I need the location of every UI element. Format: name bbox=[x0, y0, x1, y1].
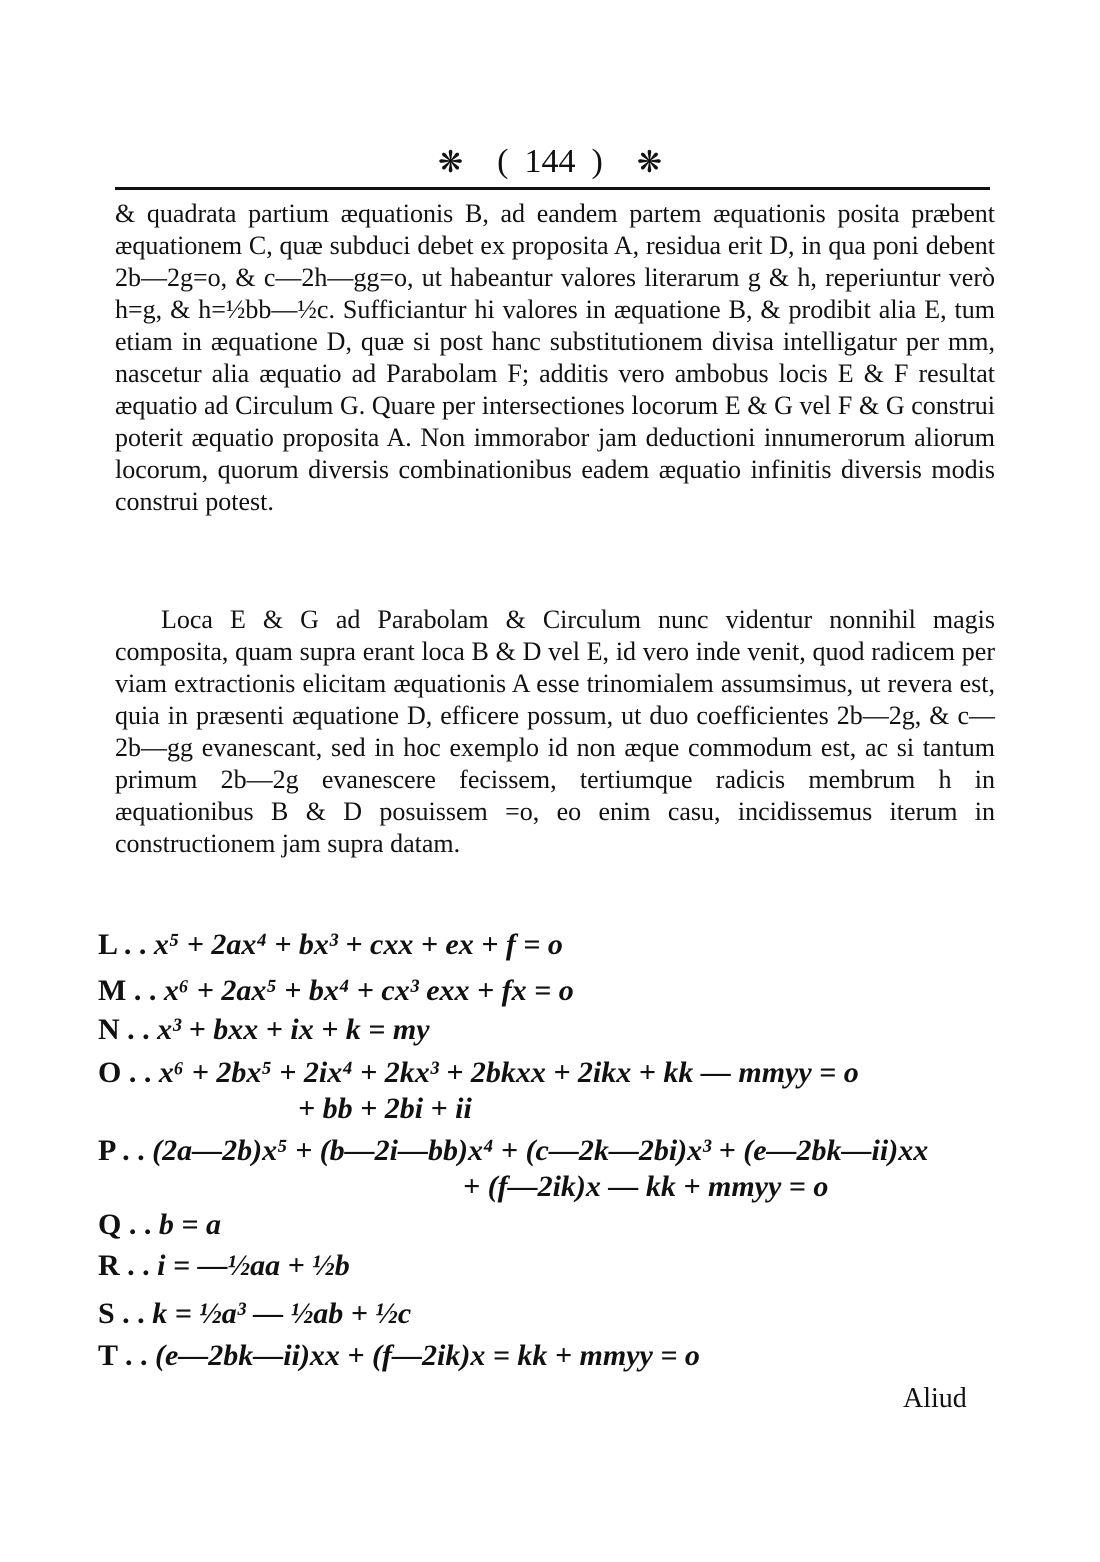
equation-expression: x³ + bxx + ix + k = my bbox=[157, 1013, 430, 1046]
equation-label: L . . bbox=[98, 928, 147, 961]
equation-continuation: + bb + 2bi + ii bbox=[298, 1092, 472, 1125]
equation-N bbox=[98, 1013, 430, 1047]
equation-label: Q . . bbox=[98, 1208, 152, 1241]
page-header bbox=[110, 140, 990, 184]
equation-expression: k = ½a³ — ½ab + ½c bbox=[152, 1297, 412, 1330]
equation-label: T . . bbox=[98, 1339, 148, 1372]
equation-O bbox=[98, 1056, 859, 1125]
equation-label: S . . bbox=[98, 1297, 145, 1330]
catchword: Aliud bbox=[903, 1383, 967, 1414]
equation-expression: x⁵ + 2ax⁴ + bx³ + cxx + ex + f = o bbox=[153, 928, 563, 961]
equation-expression: (e—2bk—ii)xx + (f—2ik)x = kk + mmyy = o bbox=[154, 1339, 700, 1372]
paren-open: ( bbox=[497, 143, 509, 180]
equation-P bbox=[98, 1134, 929, 1203]
equation-expression: i = —½aa + ½b bbox=[157, 1249, 350, 1282]
ornament-right-icon: ❋ bbox=[636, 145, 662, 179]
equation-S bbox=[98, 1297, 411, 1331]
paragraph-2: Loca E & G ad Parabolam & Circulum nunc videntur nonnihil magis composita, quam supra erant loca B & D vel E, id vero inde venit, quod radicem per viam extractionis elicitam æquationis A esse trinomialem assumsimus, ut revera est, quia in præsenti æquatione D, efficere possum, ut duo coefficientes 2b—2g, & c—2b—gg evanescant, sed in hoc exemplo id non æque commodum est, ac si tantum primum 2b—2g evanescere fecissem, tertiumque radicis membrum h in æquationibus B & D posuissem =o, eo enim casu, incidissemus iterum in constructionem jam supra datam. bbox=[115, 605, 995, 858]
equation-M bbox=[98, 974, 574, 1008]
equation-expression: b = a bbox=[158, 1208, 221, 1241]
header-rule bbox=[115, 187, 990, 190]
equation-expression: x⁶ + 2ax⁵ + bx⁴ + cx³ exx + fx = o bbox=[163, 974, 574, 1007]
equation-label: R . . bbox=[98, 1249, 150, 1282]
equation-label: P . . bbox=[98, 1134, 145, 1167]
equation-L bbox=[98, 928, 563, 962]
equation-T bbox=[98, 1339, 700, 1373]
equation-Q bbox=[98, 1208, 221, 1242]
equation-expression: (2a—2b)x⁵ + (b—2i—bb)x⁴ + (c—2k—2bi)x³ + (e—2bk—ii)xx bbox=[152, 1134, 929, 1167]
equation-label: O . . bbox=[98, 1056, 152, 1089]
equation-label: M . . bbox=[98, 974, 157, 1007]
equation-continuation: + (f—2ik)x — kk + mmyy = o bbox=[463, 1170, 829, 1203]
equation-R bbox=[98, 1249, 350, 1283]
ornament-left-icon: ❋ bbox=[438, 145, 464, 179]
paragraph-1: & quadrata partium æquationis B, ad eandem partem æquationis posita præbent æquationem C, quæ subduci debet ex proposita A, residua erit D, in qua poni debent 2b—2g=o, & c—2h—gg=o, ut habeantur valores literarum g & h, reperiuntur verò h=g, & h=½bb—½c. Sufficiantur hi valores in æquatione B, & prodibit alia E, tum etiam in æquatione D, quæ si post hanc substitutionem divisa intelligatur per mm, nascetur alia æquatio ad Parabolam F; additis vero ambobus locis E & F resultat æquatio ad Circulum G. Quare per intersectiones locorum E & G vel F & G construi poterit æquatio proposita A. Non immorabor jam deductioni innumerorum aliorum locorum, quorum diversis combinationibus eadem æquatio infinitis diversis modis construi potest. bbox=[115, 199, 995, 516]
equation-expression: x⁶ + 2bx⁵ + 2ix⁴ + 2kx³ + 2bkxx + 2ikx + kk — mmyy = o bbox=[158, 1056, 859, 1089]
equation-label: N . . bbox=[98, 1013, 150, 1046]
page-number: 144 bbox=[524, 143, 576, 180]
paren-close: ) bbox=[591, 143, 603, 180]
